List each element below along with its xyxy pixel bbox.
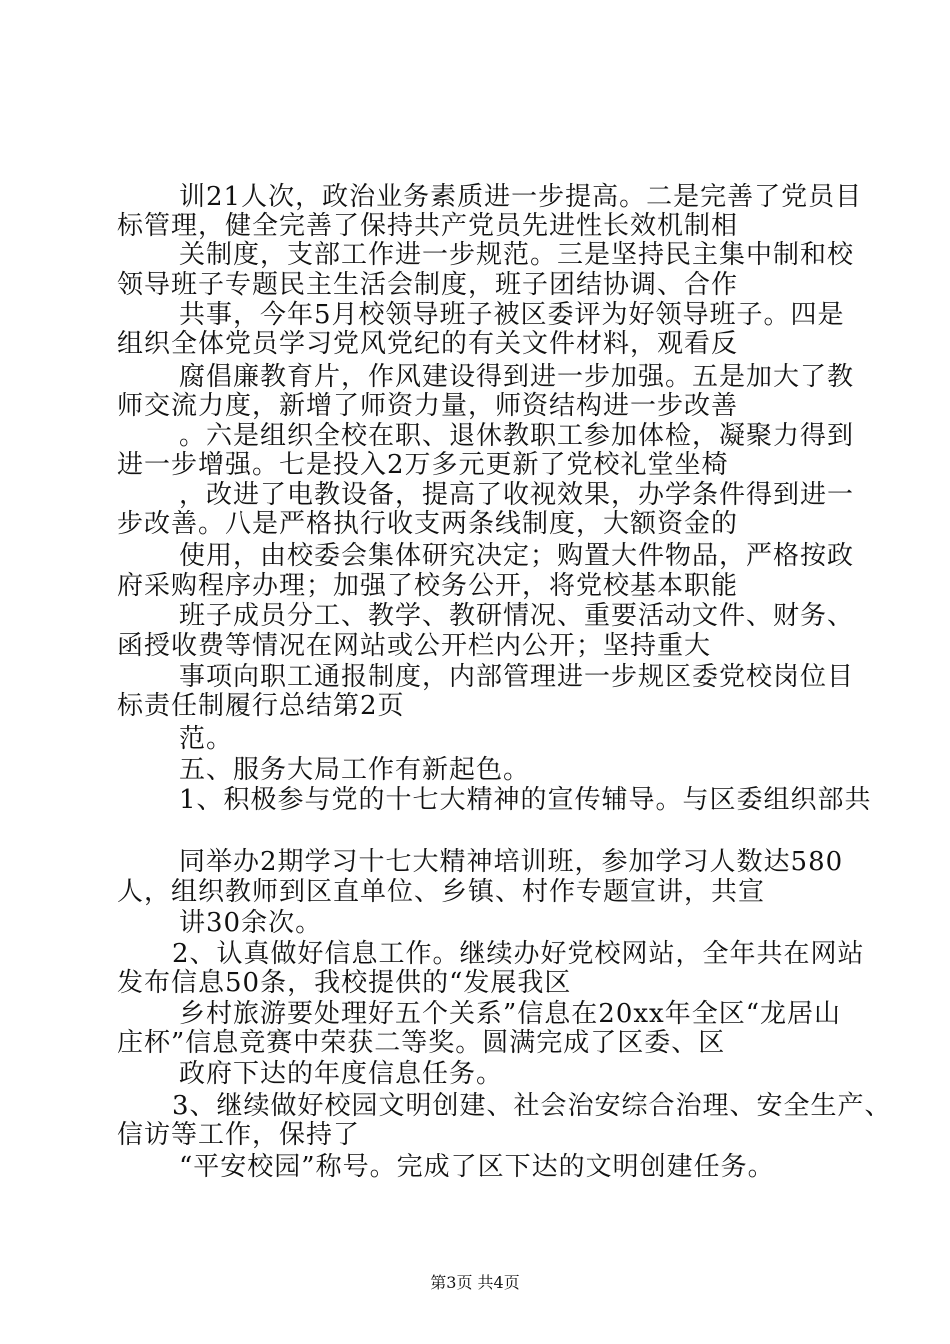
text-line: 使用，由校委会集体研究决定；购置大件物品，严格按政 bbox=[179, 541, 855, 571]
text-line: 信访等工作，保持了 bbox=[117, 1120, 361, 1150]
text-line: 庄杯”信息竞赛中荣获二等奖。圆满完成了区委、区 bbox=[117, 1028, 726, 1058]
text-line: 组织全体党员学习党风党纪的有关文件材料，观看反 bbox=[117, 329, 739, 359]
text-line: “平安校园”称号。完成了区下达的文明创建任务。 bbox=[179, 1152, 775, 1182]
text-line: 函授收费等情况在网站或公开栏内公开；坚持重大 bbox=[117, 631, 712, 661]
text-line: 班子成员分工、教学、教研情况、重要活动文件、财务、 bbox=[179, 601, 855, 631]
text-line: ，改进了电教设备，提高了收视效果，办学条件得到进一 bbox=[179, 480, 855, 510]
text-line: 人，组织教师到区直单位、乡镇、村作专题宣讲，共宣 bbox=[117, 877, 766, 907]
text-line: 标责任制履行总结第2页 bbox=[117, 691, 405, 721]
text-line: 讲30余次。 bbox=[179, 908, 323, 938]
text-line: 进一步增强。七是投入2万多元更新了党校礼堂坐椅 bbox=[117, 450, 729, 480]
text-line: 事项向职工通报制度，内部管理进一步规区委党校岗位目 bbox=[179, 662, 855, 692]
text-line: 范。 bbox=[179, 724, 234, 754]
text-line: 1、积极参与党的十七大精神的宣传辅导。与区委组织部共 bbox=[179, 785, 872, 815]
text-line: 师交流力度，新增了师资力量，师资结构进一步改善 bbox=[117, 391, 739, 421]
text-line: 同举办2期学习十七大精神培训班，参加学习人数达580 bbox=[179, 847, 844, 877]
text-line: 五、服务大局工作有新起色。 bbox=[179, 755, 531, 785]
text-line: 领导班子专题民主生活会制度，班子团结协调、合作 bbox=[117, 270, 739, 300]
text-line: 标管理，健全完善了保持共产党员先进性长效机制相 bbox=[117, 211, 739, 241]
text-line: 关制度，支部工作进一步规范。三是坚持民主集中制和校 bbox=[179, 240, 855, 270]
text-line: 乡村旅游要处理好五个关系”信息在20xx年全区“龙居山 bbox=[179, 999, 841, 1029]
text-line: 。六是组织全校在职、退休教职工参加体检，凝聚力得到 bbox=[179, 421, 855, 451]
text-line: 3、继续做好校园文明创建、社会治安综合治理、安全生产、 bbox=[172, 1091, 892, 1121]
text-line: 政府下达的年度信息任务。 bbox=[179, 1059, 504, 1089]
text-line: 发布信息50条，我校提供的“发展我区 bbox=[117, 968, 572, 998]
page-number-footer: 第3页 共4页 bbox=[430, 1273, 520, 1292]
text-line: 2、认真做好信息工作。继续办好党校网站，全年共在网站 bbox=[172, 939, 865, 969]
text-line: 共事，今年5月校领导班子被区委评为好领导班子。四是 bbox=[179, 300, 845, 330]
text-line: 府采购程序办理；加强了校务公开，将党校基本职能 bbox=[117, 571, 739, 601]
text-line: 腐倡廉教育片，作风建设得到进一步加强。五是加大了教 bbox=[179, 362, 855, 392]
text-line: 训21人次，政治业务素质进一步提高。二是完善了党员目 bbox=[179, 182, 863, 212]
text-line: 步改善。八是严格执行收支两条线制度，大额资金的 bbox=[117, 509, 739, 539]
